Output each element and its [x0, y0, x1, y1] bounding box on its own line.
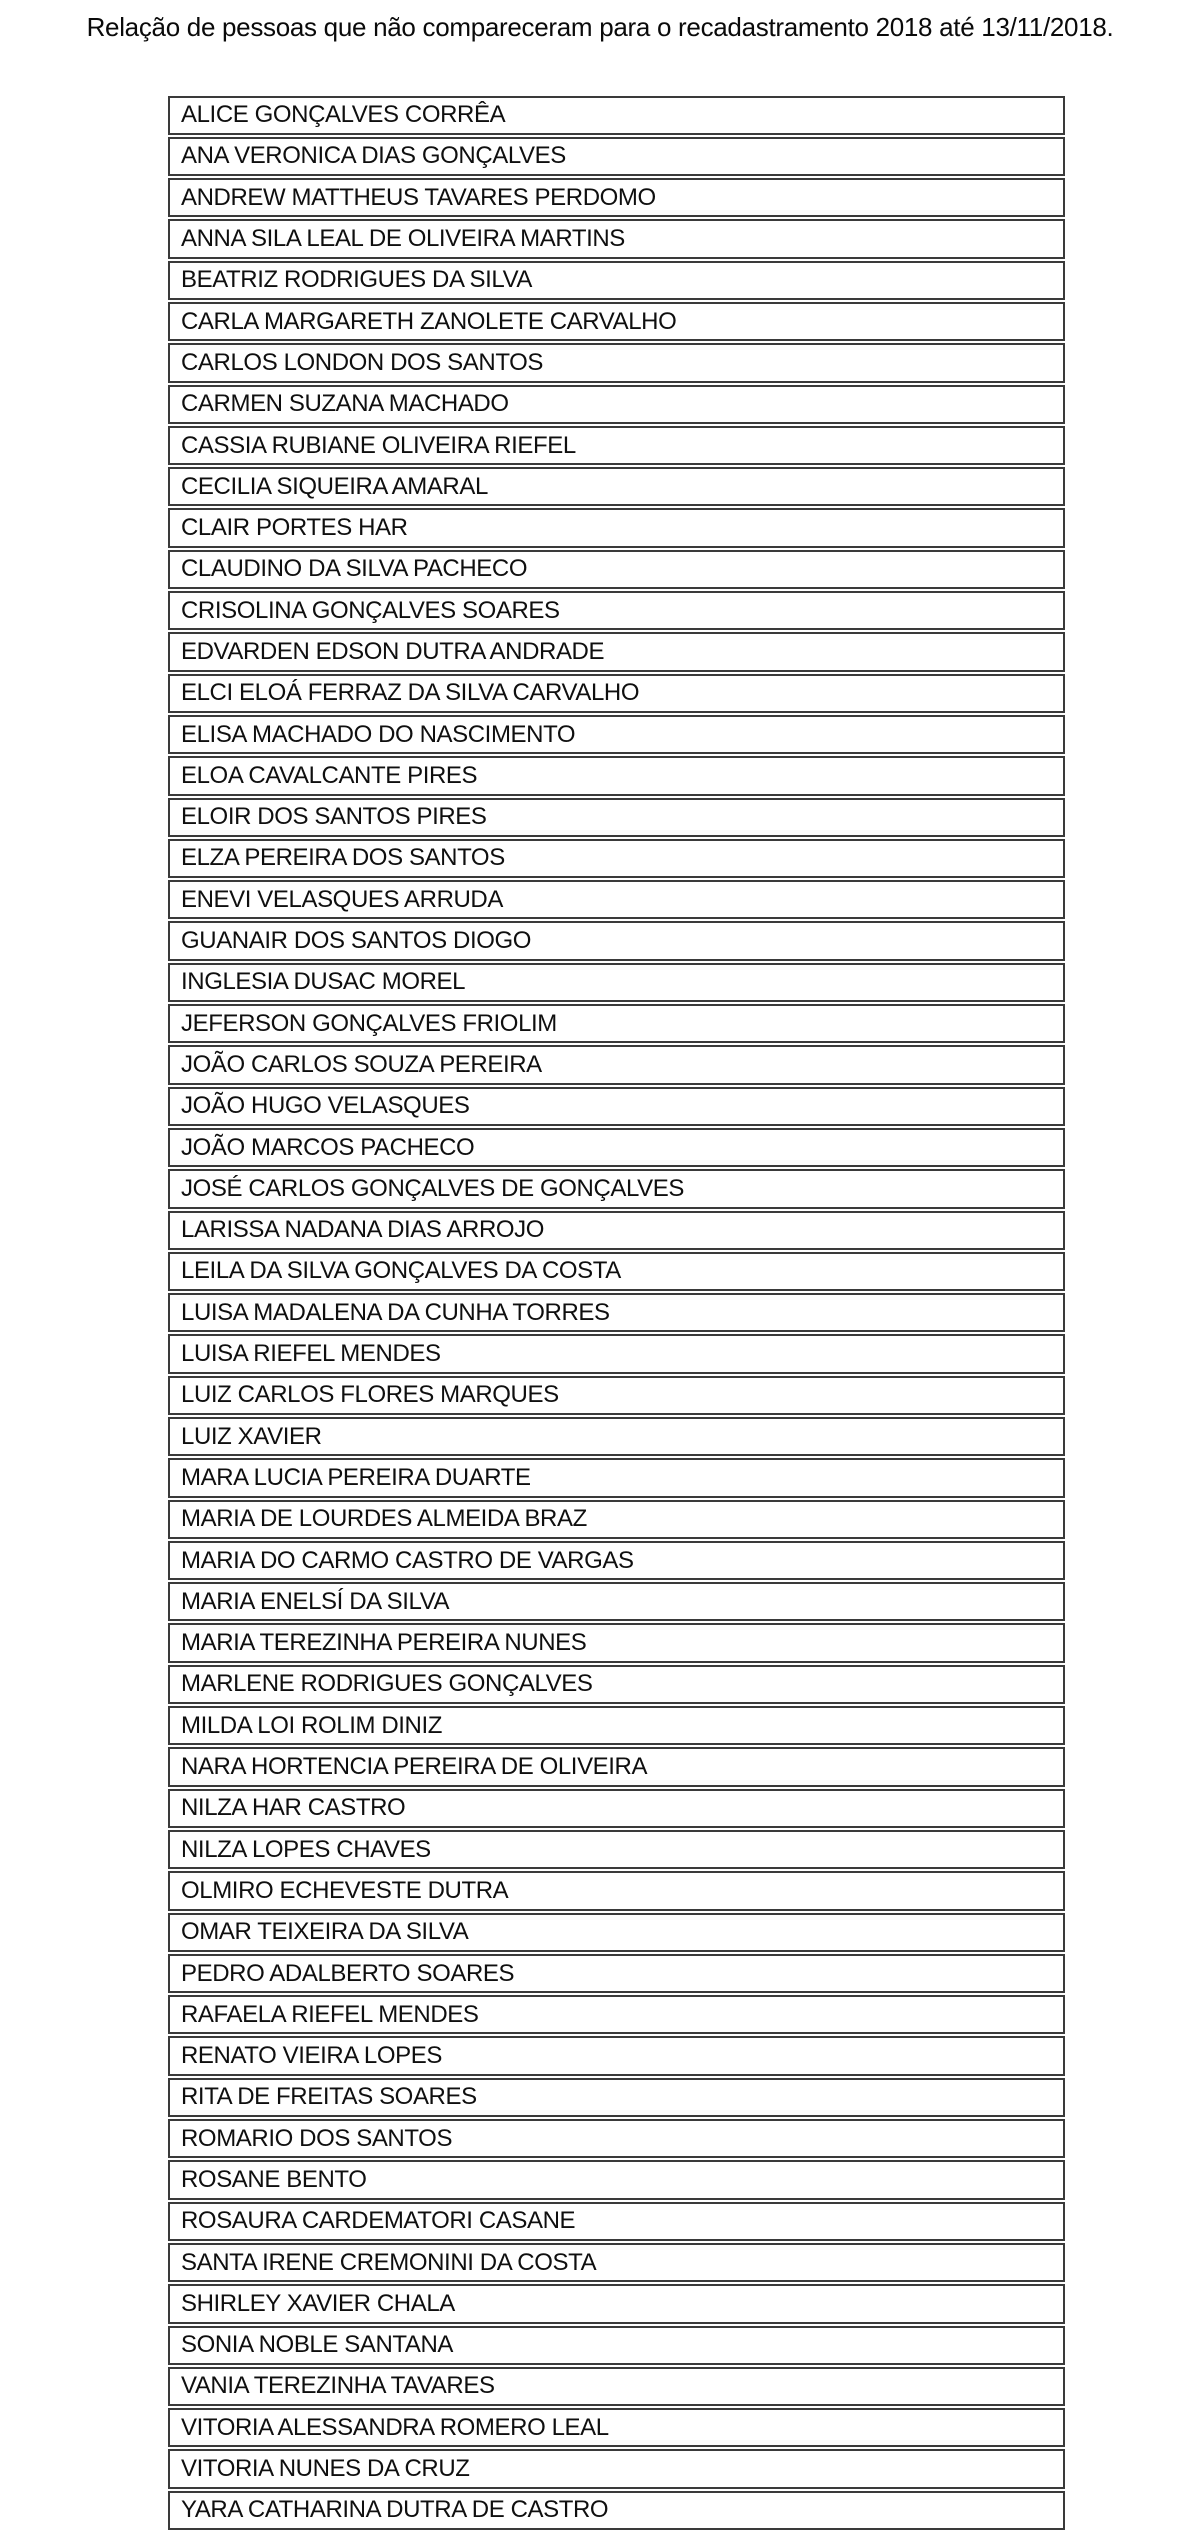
person-name: ROSAURA CARDEMATORI CASANE [181, 2207, 576, 2235]
table-row [168, 1128, 1065, 1167]
person-name: RENATO VIEIRA LOPES [181, 2042, 442, 2070]
person-name: VITORIA ALESSANDRA ROMERO LEAL [181, 2413, 609, 2441]
table-row [168, 2449, 1065, 2488]
table-row [168, 1169, 1065, 1208]
table-row [168, 1623, 1065, 1662]
person-name: NILZA LOPES CHAVES [181, 1835, 431, 1863]
person-name: NILZA HAR CASTRO [181, 1794, 406, 1822]
person-name: LARISSA NADANA DIAS ARROJO [181, 1216, 545, 1244]
person-name: OMAR TEIXEIRA DA SILVA [181, 1918, 469, 1946]
person-name: YARA CATHARINA DUTRA DE CASTRO [181, 2496, 609, 2524]
person-name: RITA DE FREITAS SOARES [181, 2083, 477, 2111]
table-row [168, 1871, 1065, 1910]
table-row [168, 2408, 1065, 2447]
table-row [168, 1913, 1065, 1952]
person-name: JOÃO CARLOS SOUZA PEREIRA [181, 1050, 542, 1078]
person-name: VANIA TEREZINHA TAVARES [181, 2372, 495, 2400]
table-row [168, 756, 1065, 795]
person-name: JOÃO HUGO VELASQUES [181, 1092, 470, 1120]
person-name: MARA LUCIA PEREIRA DUARTE [181, 1463, 531, 1491]
person-name: ALICE GONÇALVES CORRÊA [181, 101, 506, 129]
table-row [168, 2367, 1065, 2406]
table-row [168, 1334, 1065, 1373]
table-row [168, 426, 1065, 465]
table-row [168, 2491, 1065, 2530]
table-row [168, 1665, 1065, 1704]
person-name: LUIZ XAVIER [181, 1422, 322, 1450]
table-row [168, 2160, 1065, 2199]
person-name: LUIZ CARLOS FLORES MARQUES [181, 1381, 559, 1409]
table-row [168, 1417, 1065, 1456]
table-row [168, 839, 1065, 878]
table-row [168, 798, 1065, 837]
table-row [168, 137, 1065, 176]
table-row [168, 1045, 1065, 1084]
person-name: NARA HORTENCIA PEREIRA DE OLIVEIRA [181, 1753, 648, 1781]
person-name: MARIA DE LOURDES ALMEIDA BRAZ [181, 1505, 587, 1533]
table-row [168, 550, 1065, 589]
person-name: CARLOS LONDON DOS SANTOS [181, 348, 544, 376]
table-row [168, 385, 1065, 424]
person-name: CRISOLINA GONÇALVES SOARES [181, 596, 560, 624]
person-name: VITORIA NUNES DA CRUZ [181, 2455, 470, 2483]
table-row [168, 2243, 1065, 2282]
person-name: CARLA MARGARETH ZANOLETE CARVALHO [181, 307, 677, 335]
table-row [168, 1954, 1065, 1993]
table-row [168, 343, 1065, 382]
table-row [168, 219, 1065, 258]
person-name: SONIA NOBLE SANTANA [181, 2331, 454, 2359]
person-name: MILDA LOI ROLIM DINIZ [181, 1711, 442, 1739]
table-row [168, 302, 1065, 341]
person-name: RAFAELA RIEFEL MENDES [181, 2000, 479, 2028]
table-row [168, 1747, 1065, 1786]
person-name: MARIA TEREZINHA PEREIRA NUNES [181, 1629, 587, 1657]
table-row [168, 921, 1065, 960]
table-row [168, 1995, 1065, 2034]
table-row [168, 1789, 1065, 1828]
table-row [168, 1500, 1065, 1539]
person-name: ANA VERONICA DIAS GONÇALVES [181, 142, 566, 170]
person-name: MARIA DO CARMO CASTRO DE VARGAS [181, 1546, 634, 1574]
table-row [168, 674, 1065, 713]
person-name: LEILA DA SILVA GONÇALVES DA COSTA [181, 1257, 621, 1285]
person-name: INGLESIA DUSAC MOREL [181, 968, 466, 996]
person-name: BEATRIZ RODRIGUES DA SILVA [181, 266, 533, 294]
person-name: LUISA MADALENA DA CUNHA TORRES [181, 1298, 610, 1326]
person-name: OLMIRO ECHEVESTE DUTRA [181, 1876, 509, 1904]
table-row [168, 467, 1065, 506]
table-row [168, 632, 1065, 671]
table-row [168, 2326, 1065, 2365]
table-row [168, 261, 1065, 300]
table-row [168, 508, 1065, 547]
table-row [168, 1541, 1065, 1580]
table-row [168, 2036, 1065, 2075]
person-name: GUANAIR DOS SANTOS DIOGO [181, 927, 532, 955]
person-name: MARLENE RODRIGUES GONÇALVES [181, 1670, 593, 1698]
table-row [168, 1211, 1065, 1250]
person-name: CLAUDINO DA SILVA PACHECO [181, 555, 528, 583]
person-name: JOSÉ CARLOS GONÇALVES DE GONÇALVES [181, 1174, 684, 1202]
table-row [168, 1458, 1065, 1497]
person-name: ROSANE BENTO [181, 2165, 367, 2193]
table-row [168, 1582, 1065, 1621]
table-row [168, 963, 1065, 1002]
person-name: ELISA MACHADO DO NASCIMENTO [181, 720, 576, 748]
person-name: LUISA RIEFEL MENDES [181, 1340, 441, 1368]
table-row [168, 2284, 1065, 2323]
person-name: CASSIA RUBIANE OLIVEIRA RIEFEL [181, 431, 576, 459]
person-name: ELOA CAVALCANTE PIRES [181, 761, 478, 789]
person-name: EDVARDEN EDSON DUTRA ANDRADE [181, 638, 605, 665]
person-name: ANNA SILA LEAL DE OLIVEIRA MARTINS [181, 225, 625, 253]
table-row [168, 1252, 1065, 1291]
table-row [168, 1376, 1065, 1415]
person-name: ELCI ELOÁ FERRAZ DA SILVA CARVALHO [181, 679, 640, 707]
person-name: SHIRLEY XAVIER CHALA [181, 2289, 455, 2317]
person-name: MARIA ENELSÍ DA SILVA [181, 1587, 450, 1615]
person-name: PEDRO ADALBERTO SOARES [181, 1959, 515, 1987]
person-name: ANDREW MATTHEUS TAVARES PERDOMO [181, 183, 656, 211]
table-row [168, 96, 1065, 135]
table-row [168, 178, 1065, 217]
table-row [168, 2202, 1065, 2241]
person-name: CLAIR PORTES HAR [181, 514, 408, 542]
person-name: JEFERSON GONÇALVES FRIOLIM [181, 1009, 557, 1037]
table-row [168, 1706, 1065, 1745]
person-name: SANTA IRENE CREMONINI DA COSTA [181, 2248, 597, 2276]
table-row [168, 591, 1065, 630]
person-name: ENEVI VELASQUES ARRUDA [181, 885, 503, 913]
table-row [168, 2119, 1065, 2158]
person-name: JOÃO MARCOS PACHECO [181, 1133, 475, 1161]
table-row [168, 1293, 1065, 1332]
page-title: Relação de pessoas que não compareceram para o recadastramento 2018 até 13/11/2018. [86, 12, 1114, 42]
table-row [168, 2078, 1065, 2117]
table-row [168, 1830, 1065, 1869]
table-row [168, 1087, 1065, 1126]
person-name: CECILIA SIQUEIRA AMARAL [181, 472, 488, 500]
names-table [168, 96, 1065, 2531]
person-name: ROMARIO DOS SANTOS [181, 2124, 453, 2152]
person-name: ELOIR DOS SANTOS PIRES [181, 803, 487, 831]
person-name: CARMEN SUZANA MACHADO [181, 390, 509, 418]
table-row [168, 1004, 1065, 1043]
person-name: ELZA PEREIRA DOS SANTOS [181, 844, 505, 872]
table-row [168, 715, 1065, 754]
table-row [168, 880, 1065, 919]
